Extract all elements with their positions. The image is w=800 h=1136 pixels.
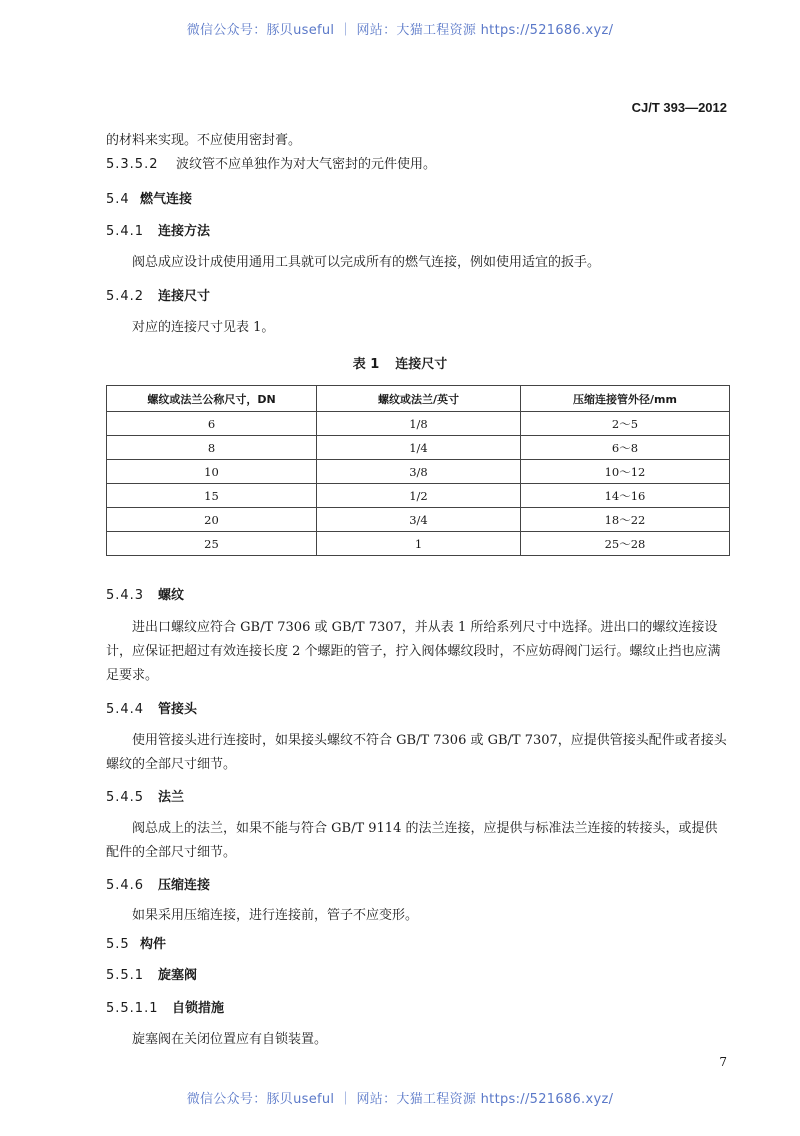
heading-number: 5.5 [106, 937, 130, 952]
body-5-5-1-1 [106, 1028, 730, 1052]
table-cell: 10～12 [521, 460, 730, 484]
heading-title: 螺纹 [158, 588, 185, 603]
page-number: 7 [719, 1055, 727, 1069]
heading-number: 5.4.1 [106, 224, 145, 239]
table-cell: 20 [107, 508, 317, 532]
table-label: 表 1 [352, 357, 380, 372]
heading-5-5-1 [106, 969, 197, 983]
table-cell: 25～28 [521, 532, 730, 556]
table-header-row [107, 386, 730, 412]
table-cell: 18～22 [521, 508, 730, 532]
clause-text: 波纹管不应单独作为对大气密封的元件使用。 [176, 157, 437, 172]
heading-title: 旋塞阀 [158, 968, 198, 983]
heading-title: 构件 [140, 937, 167, 952]
table-cell: 25 [107, 532, 317, 556]
heading-5-4-3 [106, 589, 184, 603]
column-header: 螺纹或法兰/英寸 [317, 386, 521, 412]
table-title: 连接尺寸 [395, 357, 448, 372]
body-text: 使用管接头进行连接时，如果接头螺纹不符合 GB/T 7306 或 GB/T 7307，应提供管接头配件或者接头螺纹的全部尺寸细节。 [106, 733, 727, 772]
body-text: 进出口螺纹应符合 GB/T 7306 或 GB/T 7307，并从表 1 所给系列尺寸中选择。进出口的螺纹连接设计，应保证把超过有效连接长度 2 个螺距的管子，拧入阀体螺纹段时，不应妨碍阀门运行。螺纹止挡也应满足要求。 [106, 620, 721, 683]
heading-number: 5.4.5 [106, 790, 145, 805]
table-cell: 6 [107, 412, 317, 436]
table-row [107, 436, 730, 460]
table-cell: 8 [107, 436, 317, 460]
heading-5-4-2 [106, 290, 210, 304]
heading-title: 法兰 [158, 790, 185, 805]
heading-5-4-6 [106, 879, 210, 893]
body-text: 旋塞阀在关闭位置应有自锁装置。 [132, 1032, 328, 1047]
body-5-4-1 [106, 251, 730, 275]
heading-number: 5.4.6 [106, 878, 145, 893]
table-row [107, 508, 730, 532]
heading-number: 5.4 [106, 192, 130, 207]
body-5-4-5 [106, 817, 730, 865]
heading-title: 压缩连接 [158, 878, 211, 893]
heading-5-5 [106, 938, 166, 952]
column-header: 压缩连接管外径/mm [521, 386, 730, 412]
heading-5-4 [106, 193, 192, 207]
table-row [107, 460, 730, 484]
table-row [107, 484, 730, 508]
heading-5-4-4 [106, 703, 197, 717]
continued-text: 的材料来实现。不应使用密封膏。 [106, 133, 302, 148]
table-row [107, 412, 730, 436]
standard-code: CJ/T 393—2012 [631, 100, 727, 115]
clause-number: 5.3.5.2 [106, 157, 159, 172]
table-cell: 6～8 [521, 436, 730, 460]
table-cell: 2～5 [521, 412, 730, 436]
clause-5-3-5-2 [106, 158, 436, 172]
table-cell: 1/8 [317, 412, 521, 436]
heading-title: 管接头 [158, 702, 198, 717]
body-text: 如果采用压缩连接，进行连接前，管子不应变形。 [132, 908, 419, 923]
heading-5-5-1-1 [106, 1002, 224, 1016]
heading-number: 5.4.3 [106, 588, 145, 603]
body-text: 对应的连接尺寸见表 1。 [132, 320, 275, 335]
body-text: 阀总成应设计成使用通用工具就可以完成所有的燃气连接，例如使用适宜的扳手。 [132, 255, 601, 270]
heading-title: 连接方法 [158, 224, 211, 239]
heading-number: 5.5.1.1 [106, 1001, 159, 1016]
body-5-4-2 [106, 316, 730, 340]
table-cell: 3/8 [317, 460, 521, 484]
heading-number: 5.5.1 [106, 968, 145, 983]
body-5-4-4 [106, 729, 730, 777]
heading-title: 自锁措施 [172, 1001, 225, 1016]
watermark-bottom: 微信公众号：豚贝useful ｜ 网站：大猫工程资源 https://521686.xyz/ [186, 1092, 614, 1107]
table-caption [0, 353, 800, 372]
body-5-4-6 [106, 904, 730, 928]
table-cell: 15 [107, 484, 317, 508]
heading-number: 5.4.2 [106, 289, 145, 304]
heading-title: 连接尺寸 [158, 289, 211, 304]
table-cell: 1/4 [317, 436, 521, 460]
table-cell: 14～16 [521, 484, 730, 508]
connection-size-table [106, 385, 730, 556]
table-cell: 10 [107, 460, 317, 484]
table-cell: 1/2 [317, 484, 521, 508]
watermark-top: 微信公众号：豚贝useful ｜ 网站：大猫工程资源 https://521686.xyz/ [186, 23, 614, 38]
body-text: 阀总成上的法兰，如果不能与符合 GB/T 9114 的法兰连接，应提供与标准法兰连接的转接头，或提供配件的全部尺寸细节。 [106, 821, 718, 860]
body-5-4-3 [106, 616, 730, 688]
table-cell: 1 [317, 532, 521, 556]
heading-title: 燃气连接 [140, 192, 193, 207]
heading-5-4-1 [106, 225, 210, 239]
heading-number: 5.4.4 [106, 702, 145, 717]
column-header: 螺纹或法兰公称尺寸，DN [107, 386, 317, 412]
table-cell: 3/4 [317, 508, 521, 532]
heading-5-4-5 [106, 791, 184, 805]
table-row [107, 532, 730, 556]
